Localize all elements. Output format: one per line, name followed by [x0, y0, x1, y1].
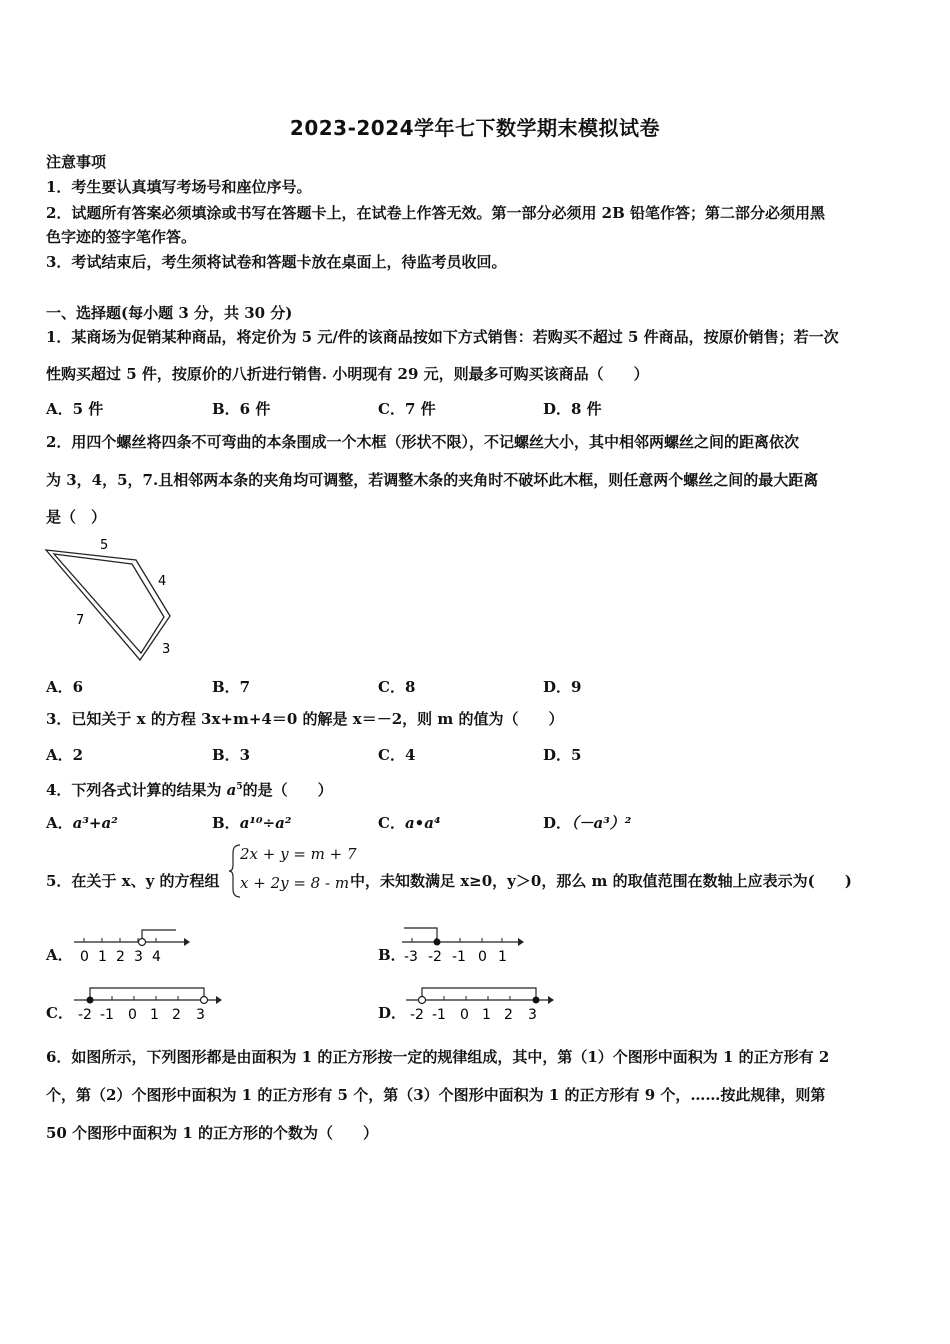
tick-neg2: -2: [410, 1007, 424, 1023]
tick-2: 2: [504, 1007, 513, 1023]
q2-option-b: B．7: [212, 678, 251, 696]
q3-option-d: D．5: [543, 746, 582, 764]
q2-option-c: C．8: [378, 678, 416, 696]
q5-numberline-a: [72, 922, 192, 964]
q3-option-b: B．3: [212, 746, 251, 764]
tick-neg2: -2: [428, 949, 442, 964]
q6-line1: 6．如图所示，下列图形都是由面积为 1 的正方形按一定的规律组成，其中，第（1）个图形中面积为 1 的正方形有 2: [46, 1048, 830, 1066]
q5-eq1: 2x + y = m + 7: [240, 845, 357, 863]
label-5: 5: [100, 538, 109, 553]
q5-numberline-b: [400, 922, 530, 964]
q6-line3: 50 个图形中面积为 1 的正方形的个数为（ ）: [46, 1124, 378, 1142]
q1-option-c: C．7 件: [378, 400, 436, 418]
q5-option-b: B．: [378, 946, 406, 964]
tick-4: 4: [152, 949, 161, 964]
tick-0: 0: [460, 1007, 469, 1023]
tick-neg3: -3: [404, 949, 418, 964]
label-7: 7: [76, 613, 85, 628]
q4-exp: 5: [236, 782, 243, 792]
q4-text-pre: 4．下列各式计算的结果为: [46, 781, 227, 799]
note-2-line2: 色字迹的签字笔作答。: [46, 228, 197, 246]
tick-3: 3: [196, 1007, 205, 1023]
tick-1: 1: [150, 1007, 159, 1023]
tick-neg1: -1: [432, 1007, 446, 1023]
label-4: 4: [158, 574, 167, 589]
tick-1: 1: [498, 949, 507, 964]
q1-line1: 1．某商场为促销某种商品，将定价为 5 元/件的该商品按如下方式销售：若购买不超过 5 件商品，按原价销售；若一次: [46, 328, 839, 346]
q5-pre: 5．在关于 x、y 的方程组: [46, 872, 220, 890]
q5-numberline-d: [404, 982, 564, 1024]
page-title: 2023-2024学年七下数学期末模拟试卷: [289, 116, 661, 140]
tick-3: 3: [134, 949, 143, 964]
q4-option-a: A．a³+a²: [46, 814, 118, 832]
tick-3: 3: [528, 1007, 537, 1023]
section-heading: 一、选择题(每小题 3 分，共 30 分): [46, 304, 293, 322]
q4-option-c: C．a•a⁴: [378, 814, 441, 832]
notes-heading: 注意事项: [46, 153, 107, 171]
q2-option-d: D．9: [543, 678, 582, 696]
q4-option-d: D．（－a³）²: [543, 814, 632, 832]
q4-option-b: B．a¹⁰÷a²: [212, 814, 292, 832]
q5-post: 中，未知数满足 x≥0，y＞0，那么 m 的取值范围在数轴上应表示为( ): [350, 872, 852, 890]
q2-option-a: A．6: [46, 678, 84, 696]
frame-inner: [54, 554, 167, 653]
q1-option-b: B．6 件: [212, 400, 271, 418]
tick-1: 1: [482, 1007, 491, 1023]
q4-text-post: 的是（ ）: [242, 781, 333, 799]
tick-neg1: -1: [452, 949, 466, 964]
tick-1: 1: [98, 949, 107, 964]
q2-frame-figure: [40, 538, 190, 663]
tick-2: 2: [172, 1007, 181, 1023]
q5-numberline-c: [72, 982, 232, 1024]
q4-base: a: [226, 781, 237, 799]
q2-line1: 2．用四个螺丝将四条不可弯曲的本条围成一个木框（形状不限），不记螺丝大小，其中相邻两螺丝之间的距离依次: [46, 433, 799, 451]
q4-line1: [46, 777, 333, 800]
note-2-line1: 2．试题所有答案必须填涂或书写在答题卡上，在试卷上作答无效。第一部分必须用 2B 铅笔作答；第二部分必须用黑: [46, 204, 826, 222]
q5-eq2: x + 2y = 8 - m: [240, 874, 350, 892]
q2-line3: 是（ ）: [46, 508, 107, 526]
q2-line2: 为 3，4，5，7.且相邻两本条的夹角均可调整，若调整木条的夹角时不破坏此木框，则任意两个螺丝之间的最大距离: [46, 471, 819, 489]
q5-option-d: D．: [378, 1004, 407, 1022]
q5-option-a: A．: [46, 946, 73, 964]
q3-line1: 3．已知关于 x 的方程 3x+m+4＝0 的解是 x＝－2，则 m 的值为（ ）: [46, 710, 564, 728]
q3-option-c: C．4: [378, 746, 416, 764]
tick-2: 2: [116, 949, 125, 964]
tick-neg1: -1: [100, 1007, 114, 1023]
q1-option-d: D．8 件: [543, 400, 602, 418]
tick-0: 0: [128, 1007, 137, 1023]
tick-0: 0: [80, 949, 89, 964]
note-3: 3．考试结束后，考生须将试卷和答题卡放在桌面上，待监考员收回。: [46, 253, 507, 271]
note-1: 1．考生要认真填写考场号和座位序号。: [46, 178, 312, 196]
label-3: 3: [162, 642, 171, 657]
q5-option-c: C．: [46, 1004, 73, 1022]
q1-option-a: A．5 件: [46, 400, 104, 418]
q1-line2: 性购买超过 5 件，按原价的八折进行销售. 小明现有 29 元，则最多可购买该商品（ ）: [46, 365, 649, 383]
q6-line2: 个，第（2）个图形中面积为 1 的正方形有 5 个，第（3）个图形中面积为 1 的正方形有 9 个，……按此规律，则第: [46, 1086, 826, 1104]
tick-neg2: -2: [78, 1007, 92, 1023]
q3-option-a: A．2: [46, 746, 84, 764]
tick-0: 0: [478, 949, 487, 964]
